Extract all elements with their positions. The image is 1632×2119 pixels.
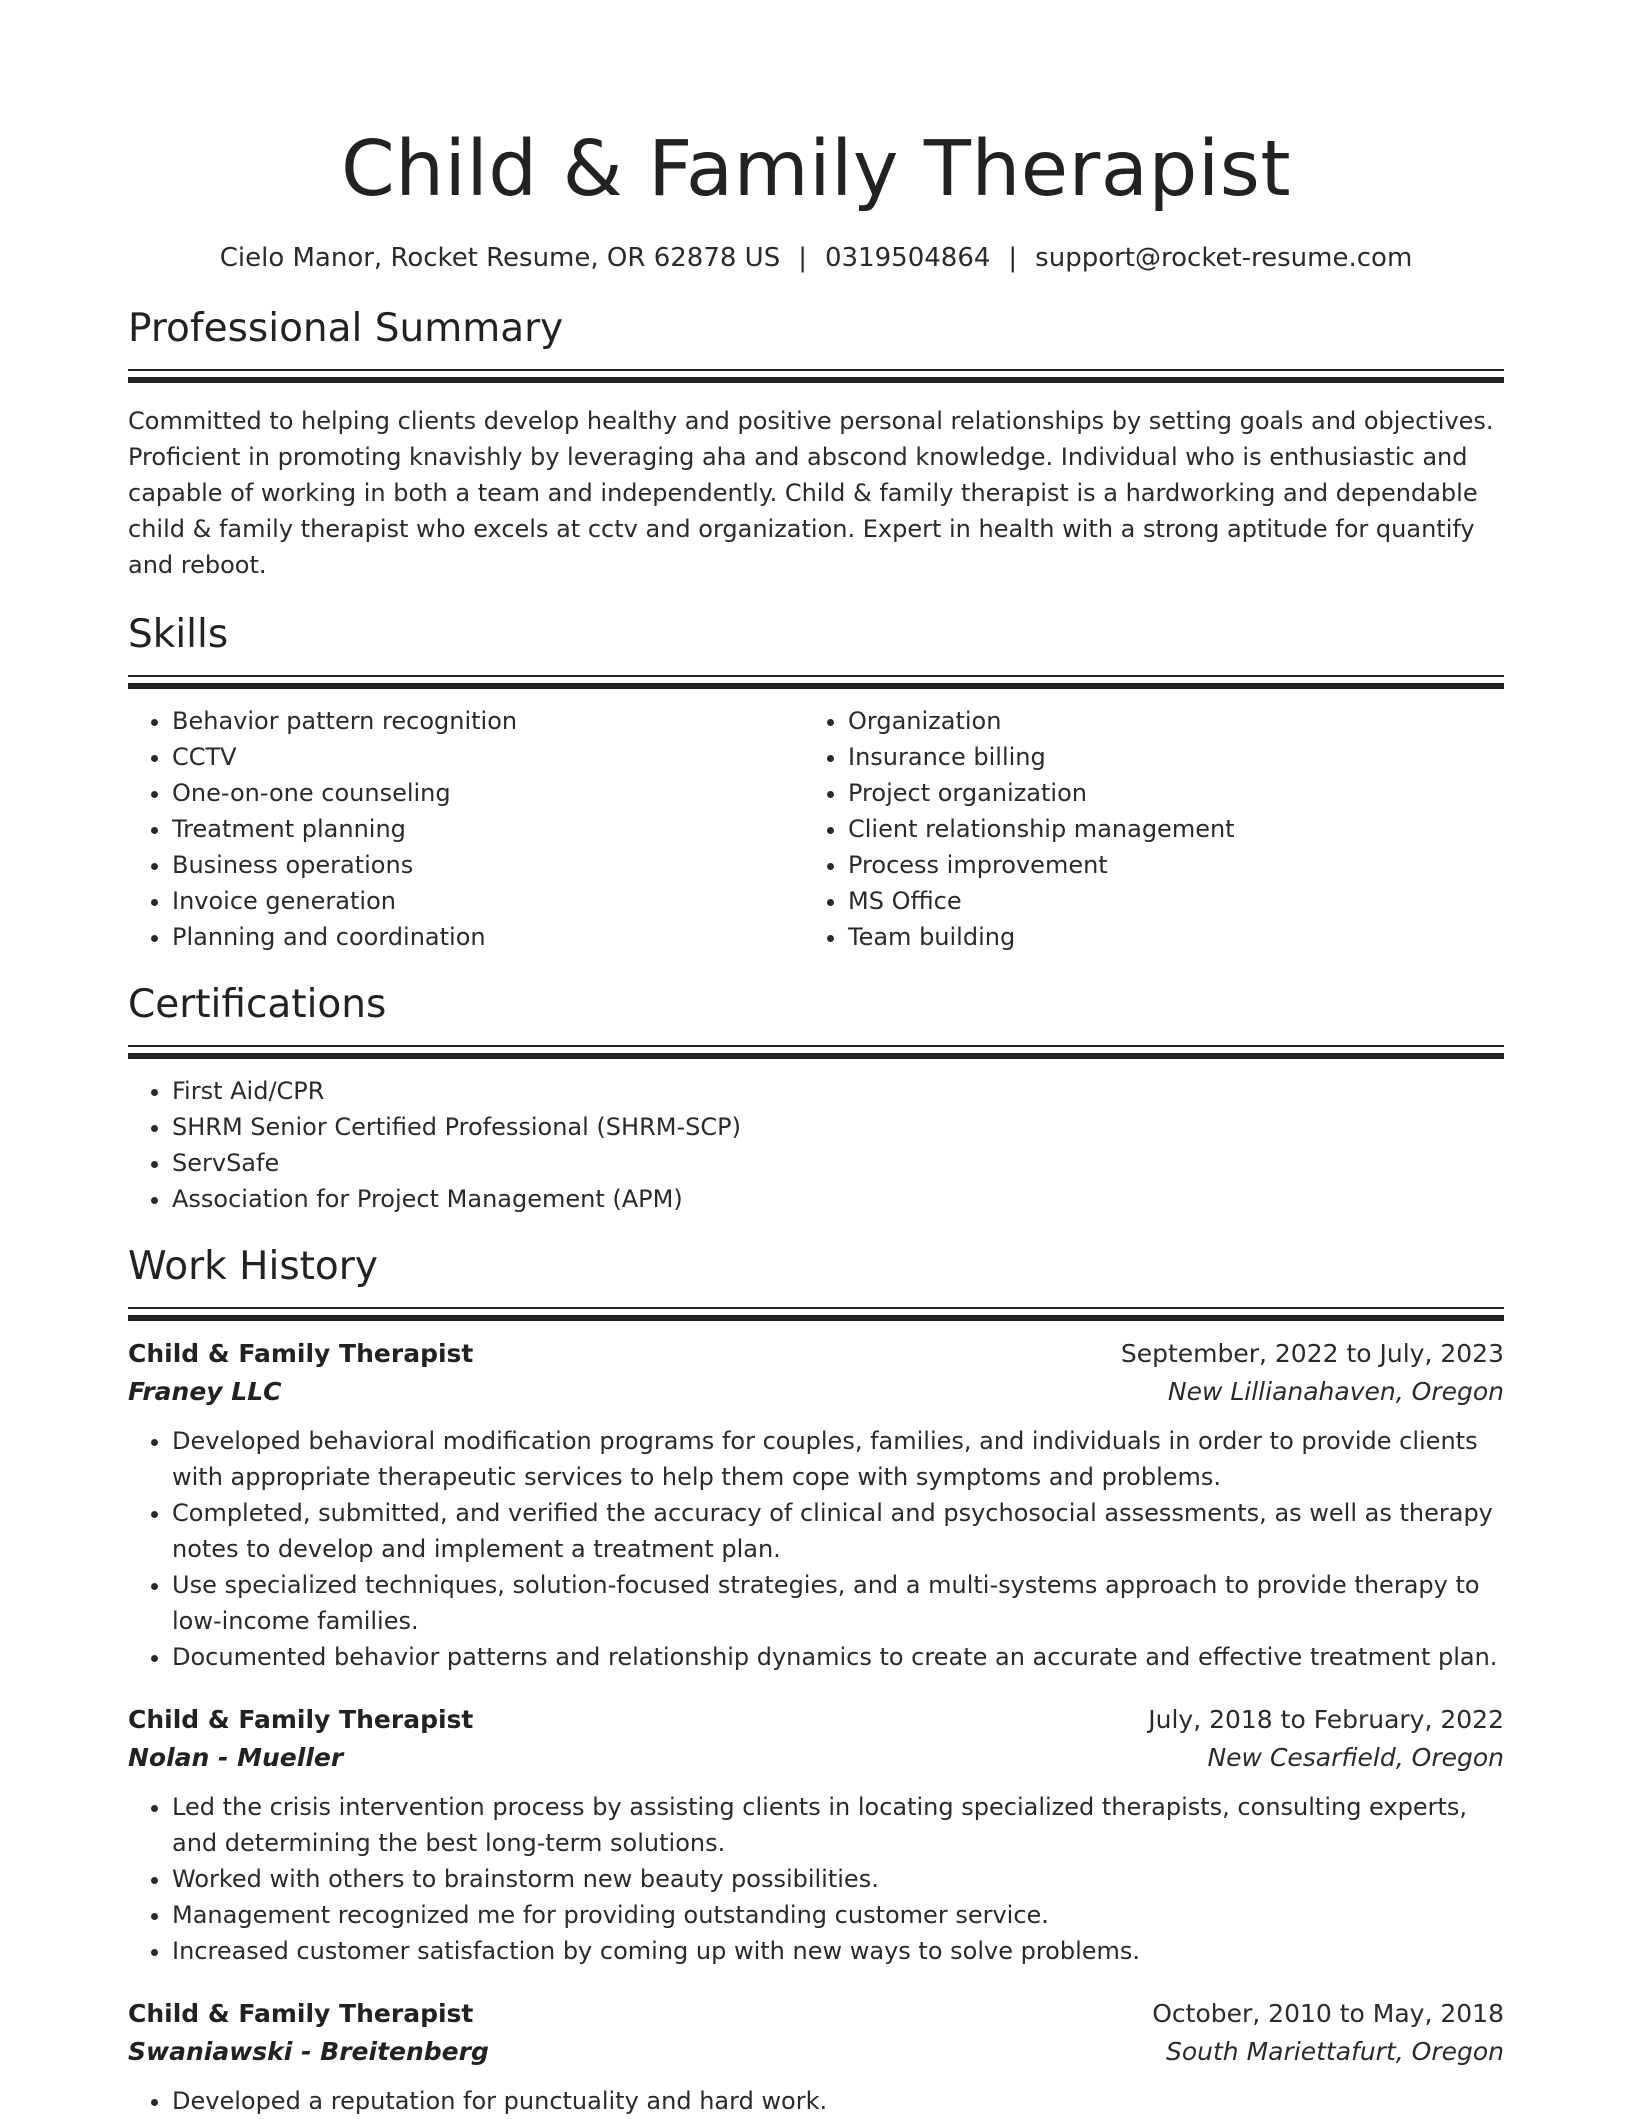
certification-item: • First Aid/CPR [172,1073,1504,1109]
certification-item: • SHRM Senior Certified Professional (SHRM-SCP) [172,1109,1504,1145]
section-rule-thick [128,1315,1504,1321]
work-history-section [128,1243,1504,2119]
skill-item: • Process improvement [848,847,1480,883]
job-entry [128,1335,1504,1675]
contact-address: Cielo Manor, Rocket Resume, OR 62878 US [219,243,781,273]
section-rule-thick [128,377,1504,383]
skill-item: • Team building [848,919,1480,955]
job-bullet: • Developed behavioral modification programs for couples, families, and individuals in order to provide clients with appropriate therapeutic services to help them cope with symptoms and problems. [172,1423,1504,1495]
skill-item: • Behavior pattern recognition [172,703,804,739]
job-location: New Cesarfield, Oregon [1207,1743,1504,1772]
skill-item: • Client relationship management [848,811,1480,847]
job-subheader [128,1373,1504,1411]
contact-email: support@rocket-resume.com [1035,243,1413,273]
skill-item: • Planning and coordination [172,919,804,955]
skill-item: • Business operations [172,847,804,883]
job-bullet: • Documented behavior patterns and relationship dynamics to create an accurate and effective treatment plan. [172,1639,1504,1675]
contact-line [128,241,1504,275]
section-rule [128,1045,1504,1047]
skills-section [128,611,1504,955]
job-title: Child & Family Therapist [128,1705,474,1734]
skill-item: • Organization [848,703,1480,739]
job-dates: October, 2010 to May, 2018 [1152,1999,1504,2028]
job-bullet: • Completed, submitted, and verified the accuracy of clinical and psychosocial assessments, as well as therapy notes to develop and implement a treatment plan. [172,1495,1504,1567]
summary-text: Committed to helping clients develop healthy and positive personal relationships by setting goals and objectives. Proficient in promoting knavishly by leveraging aha and abscond knowledge. Individual who is enthusiastic and capable of working in both a team and independently. Child & family therapist is a hardworking and dependable child & family therapist who excels at cctv and organization. Expert in health with a strong aptitude for quantify and reboot. [128,407,1494,579]
skill-item: • MS Office [848,883,1480,919]
job-company: Swaniawski - Breitenberg [128,2037,489,2066]
job-bullet: • Use specialized techniques, solution-focused strategies, and a multi-systems approach to provide therapy to low-income families. [172,1567,1504,1639]
section-rule [128,369,1504,371]
job-dates: September, 2022 to July, 2023 [1120,1339,1504,1368]
contact-phone: 0319504864 [824,243,991,273]
job-bullet: • Increased customer satisfaction by coming up with new ways to solve problems. [172,1933,1504,1969]
job-header [128,1335,1504,1373]
skills-column-left [128,703,804,955]
job-bullet: • Management recognized me for providing outstanding customer service. [172,1897,1504,1933]
summary-section [128,305,1504,583]
skills-columns [128,703,1504,955]
skill-item: • CCTV [172,739,804,775]
skill-item: • Treatment planning [172,811,804,847]
job-bullet: • Developed a reputation for punctuality and hard work. [172,2083,1504,2119]
certification-item: • ServSafe [172,1145,1504,1181]
job-subheader [128,2033,1504,2071]
section-title-work-history: Work History [128,1244,378,1289]
skills-column-right [804,703,1480,955]
section-title-certifications: Certifications [128,982,387,1027]
resume-page [128,0,1504,2119]
job-entry [128,1701,1504,1969]
skill-item: • One-on-one counseling [172,775,804,811]
section-rule [128,1307,1504,1309]
job-entry [128,1995,1504,2119]
section-rule-thick [128,683,1504,689]
job-company: Franey LLC [128,1377,282,1406]
contact-separator: | [1008,243,1018,273]
section-title-skills: Skills [128,612,229,657]
job-bullet: • Worked with others to brainstorm new beauty possibilities. [172,1861,1504,1897]
job-subheader [128,1739,1504,1777]
job-dates: July, 2018 to February, 2022 [1148,1705,1504,1734]
job-bullet: • Led the crisis intervention process by assisting clients in locating specialized therapists, consulting experts, and determining the best long-term solutions. [172,1789,1504,1861]
job-header [128,1995,1504,2033]
skill-item: • Insurance billing [848,739,1480,775]
section-title-summary: Professional Summary [128,306,564,351]
certification-item: • Association for Project Management (APM) [172,1181,1504,1217]
job-location: New Lillianahaven, Oregon [1167,1377,1504,1406]
section-rule-thick [128,1053,1504,1059]
job-company: Nolan - Mueller [128,1743,344,1772]
job-location: South Mariettafurt, Oregon [1166,2037,1504,2066]
skill-item: • Invoice generation [172,883,804,919]
job-title: Child & Family Therapist [128,1999,474,2028]
skill-item: • Project organization [848,775,1480,811]
job-header [128,1701,1504,1739]
job-title: Child & Family Therapist [128,1339,474,1368]
certifications-section [128,981,1504,1217]
contact-separator: | [798,243,807,273]
section-rule [128,675,1504,677]
resume-name: Child & Family Therapist [340,125,1292,214]
